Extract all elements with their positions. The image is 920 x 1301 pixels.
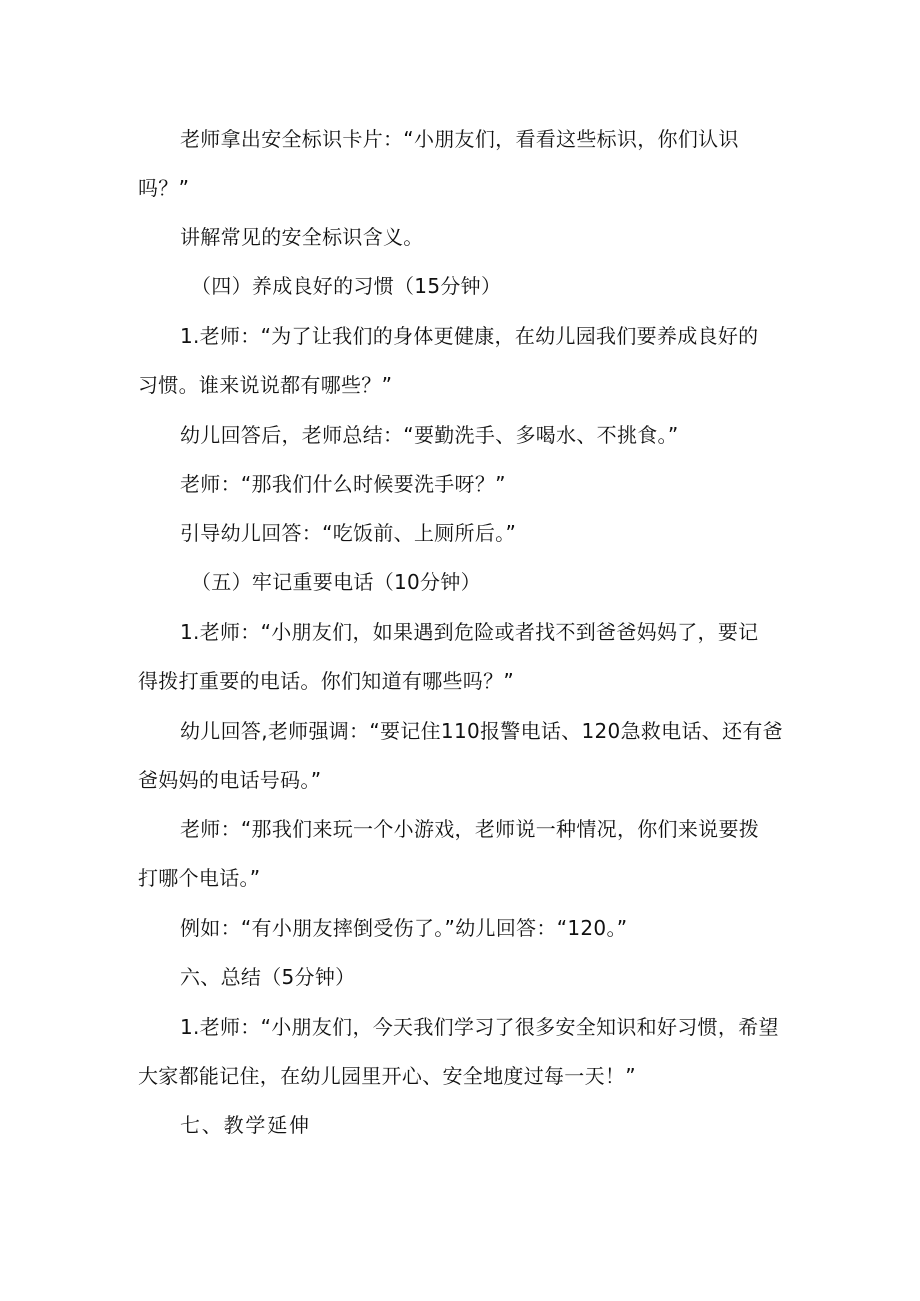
paragraph-line: 老师：“那我们什么时候要洗手呀？” (180, 472, 506, 496)
paragraph-line: 讲解常见的安全标识含义。 (180, 225, 424, 249)
paragraph-line: 爸妈妈的电话号码。” (138, 768, 322, 792)
paragraph-line: 习惯。谁来说说都有哪些？” (138, 373, 393, 397)
paragraph-line: 得拨打重要的电话。你们知道有哪些吗？” (138, 669, 515, 693)
paragraph-line: 1.老师：“为了让我们的身体更健康，在幼儿园我们要养成良好的 (180, 324, 759, 348)
paragraph-line: 1.老师：“小朋友们，今天我们学习了很多安全知识和好习惯，希望 (180, 1015, 779, 1039)
paragraph-line: 吗？” (138, 176, 190, 200)
section-heading: （四）养成良好的习惯（15分钟） (191, 274, 502, 298)
paragraph-line: 例如：“有小朋友摔倒受伤了。”幼儿回答：“120。” (180, 916, 628, 940)
paragraph-line: 老师：“那我们来玩一个小游戏，老师说一种情况，你们来说要拨 (180, 817, 760, 841)
section-heading: （五）牢记重要电话（10分钟） (191, 570, 481, 594)
paragraph-line: 幼儿回答后，老师总结：“要勤洗手、多喝水、不挑食。” (180, 423, 679, 447)
paragraph-line: 老师拿出安全标识卡片：“小朋友们，看看这些标识，你们认识 (180, 127, 739, 151)
paragraph-line: 幼儿回答,老师强调：“要记住110报警电话、120急救电话、还有爸 (180, 719, 783, 743)
section-heading: 六、总结（5分钟） (180, 965, 356, 989)
paragraph-line: 打哪个电话。” (138, 866, 261, 890)
section-heading: 七、教学延伸 (180, 1113, 311, 1137)
paragraph-line: 1.老师：“小朋友们，如果遇到危险或者找不到爸爸妈妈了，要记 (180, 620, 759, 644)
paragraph-line: 大家都能记住，在幼儿园里开心、安全地度过每一天！” (138, 1064, 636, 1088)
paragraph-line: 引导幼儿回答：“吃饭前、上厕所后。” (180, 521, 517, 545)
